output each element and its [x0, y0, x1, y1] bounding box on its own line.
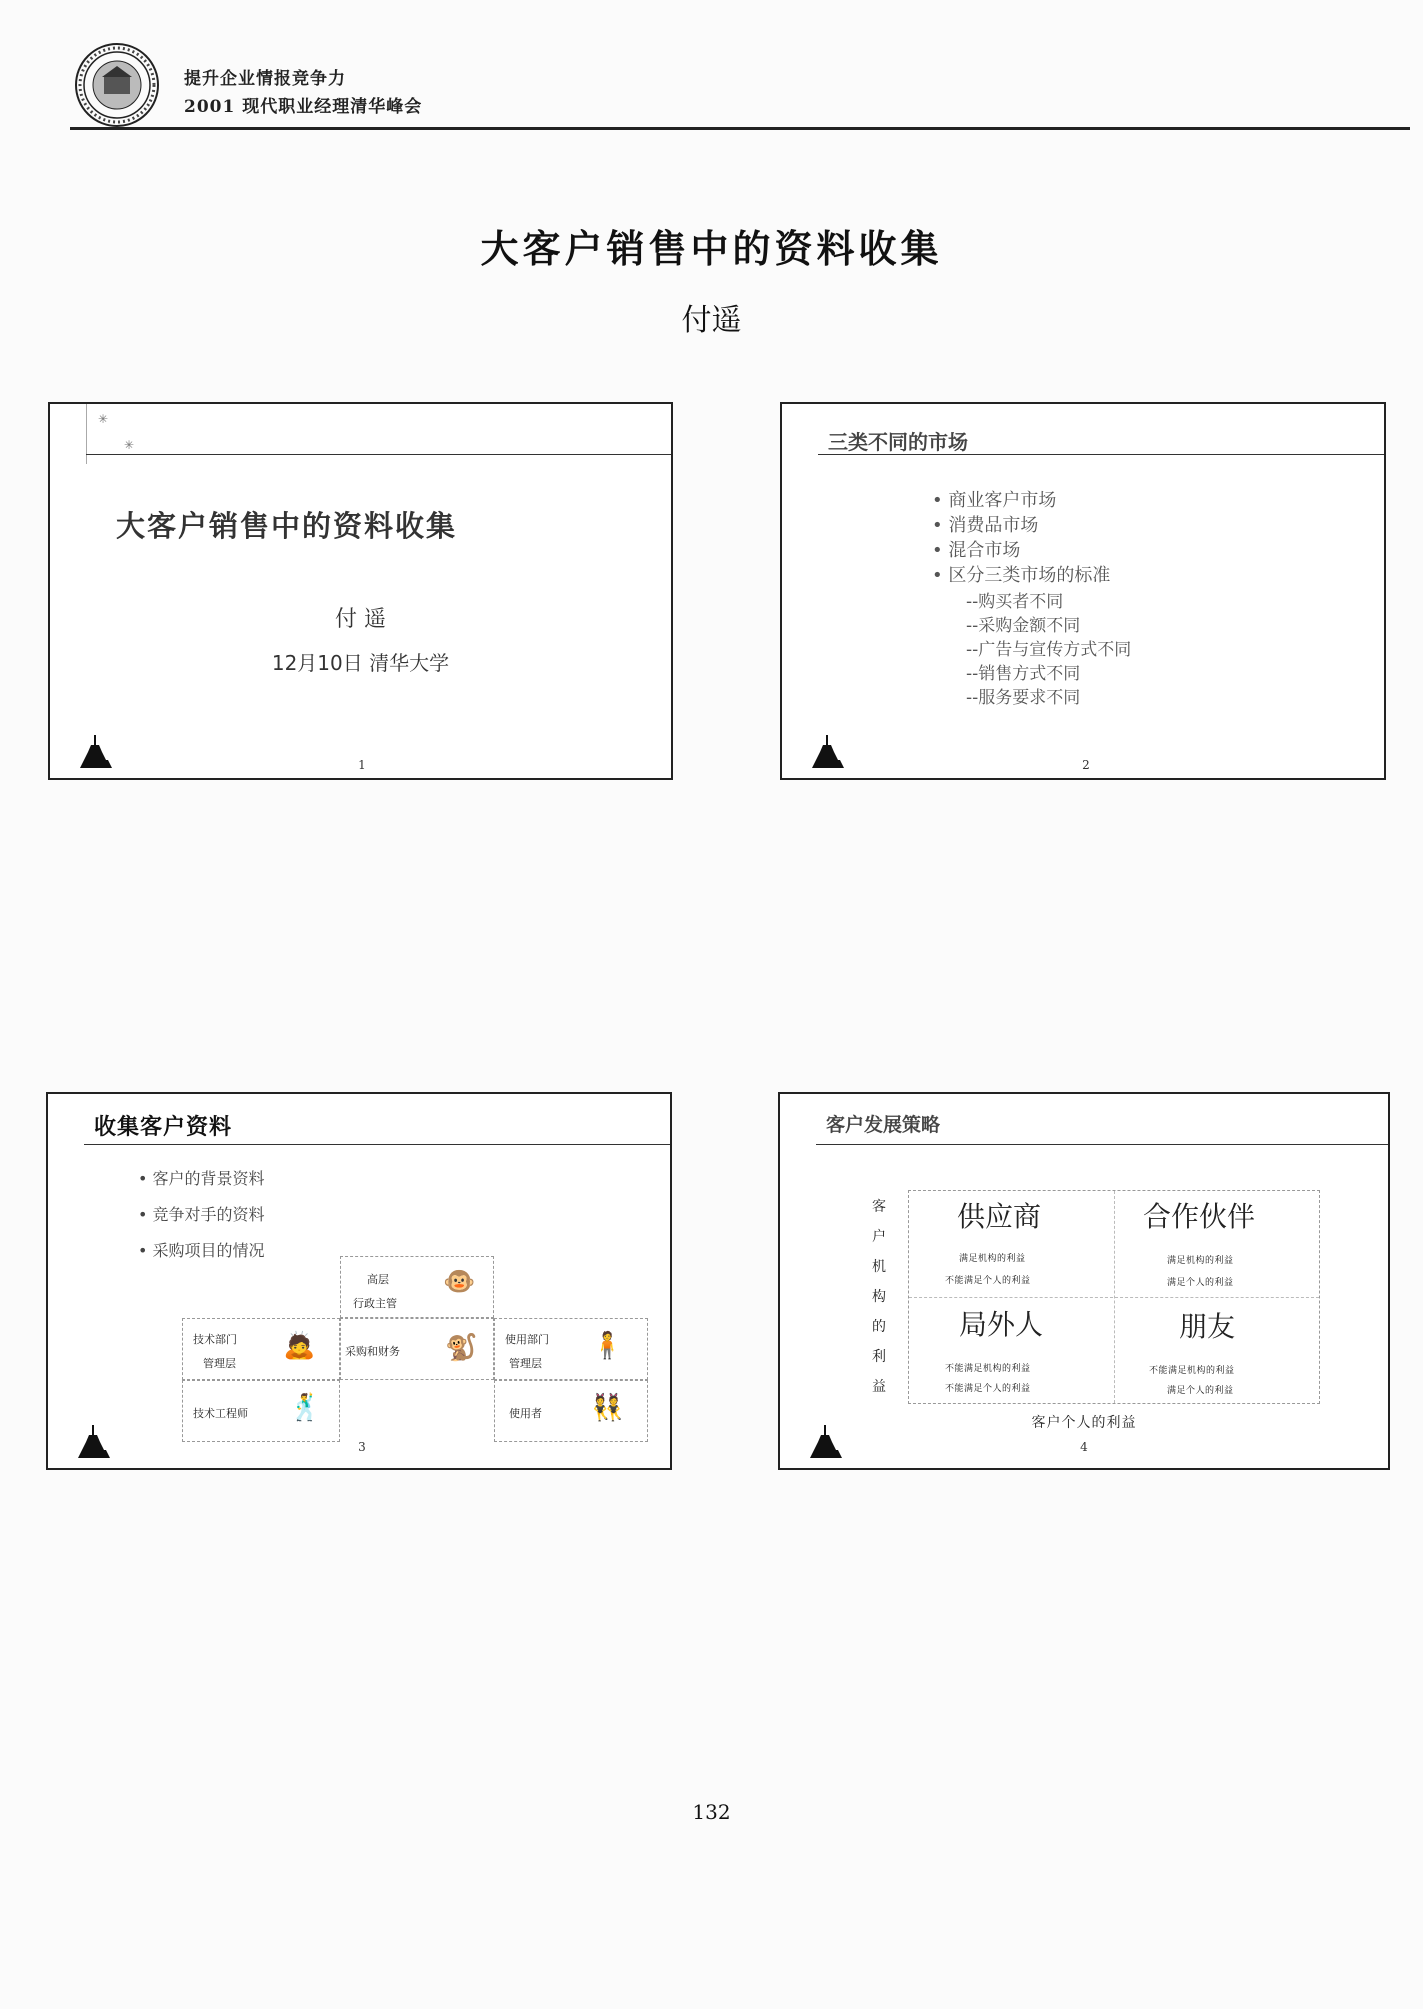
slide-title: 收集客户资料 — [94, 1114, 233, 1140]
pagoda-icon — [802, 1420, 846, 1460]
slide-number: 3 — [358, 1440, 366, 1454]
header-line-2: 2001 现代职业经理清华峰会 — [184, 97, 423, 117]
matrix-divider — [909, 1297, 1319, 1299]
role-label: 使用部门 — [505, 1333, 549, 1346]
strategy-matrix — [908, 1190, 1320, 1404]
sparkle-icon: ✳ — [124, 438, 135, 452]
vertical-axis-label: 客 户 机 构 的 利 益 — [872, 1199, 886, 1395]
quadrant-title: 朋友 — [1179, 1310, 1236, 1343]
role-label: 行政主管 — [353, 1297, 397, 1310]
slide-header-rule — [816, 1144, 1388, 1145]
bullet-item: • 采购项目的情况 — [138, 1241, 265, 1260]
figure-illustration-icon: 🙇 — [283, 1331, 316, 1361]
slide-4 — [778, 1092, 1390, 1470]
slide-header-rule — [84, 1144, 670, 1145]
slide-number: 2 — [1082, 758, 1090, 772]
role-box-user — [494, 1380, 648, 1442]
header-line-1: 提升企业情报竞争力 — [184, 69, 346, 89]
figure-illustration-icon: 👯 — [591, 1393, 624, 1423]
sub-bullet-item: --广告与宣传方式不同 — [966, 640, 1132, 660]
slide-title: 三类不同的市场 — [828, 430, 968, 454]
bullet-item: • 消费品市场 — [932, 515, 1039, 536]
slide-title: 客户发展策略 — [826, 1114, 941, 1136]
figure-illustration-icon: 🕺 — [289, 1393, 322, 1423]
bullet-item: • 客户的背景资料 — [138, 1169, 265, 1188]
quadrant-title: 合作伙伴 — [1143, 1200, 1256, 1233]
role-box-tech-manager — [182, 1318, 340, 1380]
page-number: 132 — [692, 1800, 731, 1824]
quadrant-note: 满足机构的利益 — [959, 1254, 1026, 1264]
slide-header-rule — [86, 454, 671, 455]
pagoda-icon — [804, 730, 848, 770]
role-box-engineer — [182, 1380, 340, 1442]
role-label: 采购和财务 — [345, 1345, 400, 1358]
bullet-item: • 混合市场 — [932, 540, 1021, 561]
slide-3 — [46, 1092, 672, 1470]
quadrant-note: 不能满足个人的利益 — [945, 1384, 1031, 1394]
slide-1 — [48, 402, 673, 780]
sub-bullet-item: --购买者不同 — [966, 592, 1064, 612]
quadrant-note: 满足机构的利益 — [1167, 1256, 1234, 1266]
quadrant-note: 满足个人的利益 — [1167, 1386, 1234, 1396]
bullet-item: • 区分三类市场的标准 — [932, 565, 1111, 586]
sub-bullet-item: --服务要求不同 — [966, 688, 1081, 708]
role-label: 高层 — [367, 1273, 389, 1286]
quadrant-note: 不能满足机构的利益 — [1149, 1366, 1235, 1376]
university-seal-logo — [74, 42, 160, 128]
slide-2 — [780, 402, 1386, 780]
role-box-executive — [340, 1256, 494, 1318]
quadrant-note: 不能满足个人的利益 — [945, 1276, 1031, 1286]
role-label: 管理层 — [509, 1357, 542, 1370]
horizontal-axis-label: 客户个人的利益 — [1031, 1415, 1137, 1431]
figure-illustration-icon: 🐵 — [443, 1267, 476, 1297]
document-author: 付遥 — [681, 303, 742, 338]
quadrant-note: 满足个人的利益 — [1167, 1278, 1234, 1288]
document-title: 大客户销售中的资料收集 — [480, 226, 943, 271]
role-label: 管理层 — [203, 1357, 236, 1370]
bullet-item: • 商业客户市场 — [932, 490, 1057, 511]
pagoda-icon — [70, 1420, 114, 1460]
sparkle-icon: ✳ — [98, 412, 109, 426]
slide-number: 4 — [1080, 1440, 1088, 1454]
slide-title: 大客户销售中的资料收集 — [116, 509, 458, 543]
pagoda-icon — [72, 730, 116, 770]
role-label: 技术部门 — [193, 1333, 237, 1346]
role-box-user-dept — [494, 1318, 648, 1380]
slide-date: 12月10日 清华大学 — [271, 651, 450, 675]
role-box-purchasing — [340, 1318, 494, 1380]
slide-number: 1 — [358, 758, 366, 772]
role-label: 技术工程师 — [193, 1407, 248, 1420]
sub-bullet-item: --采购金额不同 — [966, 616, 1081, 636]
quadrant-title: 供应商 — [957, 1200, 1042, 1233]
header-rule — [70, 127, 1410, 130]
sub-bullet-item: --销售方式不同 — [966, 664, 1081, 684]
role-label: 使用者 — [509, 1407, 542, 1420]
figure-illustration-icon: 🧍 — [591, 1331, 624, 1361]
quadrant-note: 不能满足机构的利益 — [945, 1364, 1031, 1374]
slide-author: 付 遥 — [335, 607, 386, 632]
figure-illustration-icon: 🐒 — [445, 1333, 478, 1363]
quadrant-title: 局外人 — [959, 1308, 1044, 1341]
bullet-item: • 竞争对手的资料 — [138, 1205, 265, 1224]
slide-corner-line — [86, 404, 87, 464]
